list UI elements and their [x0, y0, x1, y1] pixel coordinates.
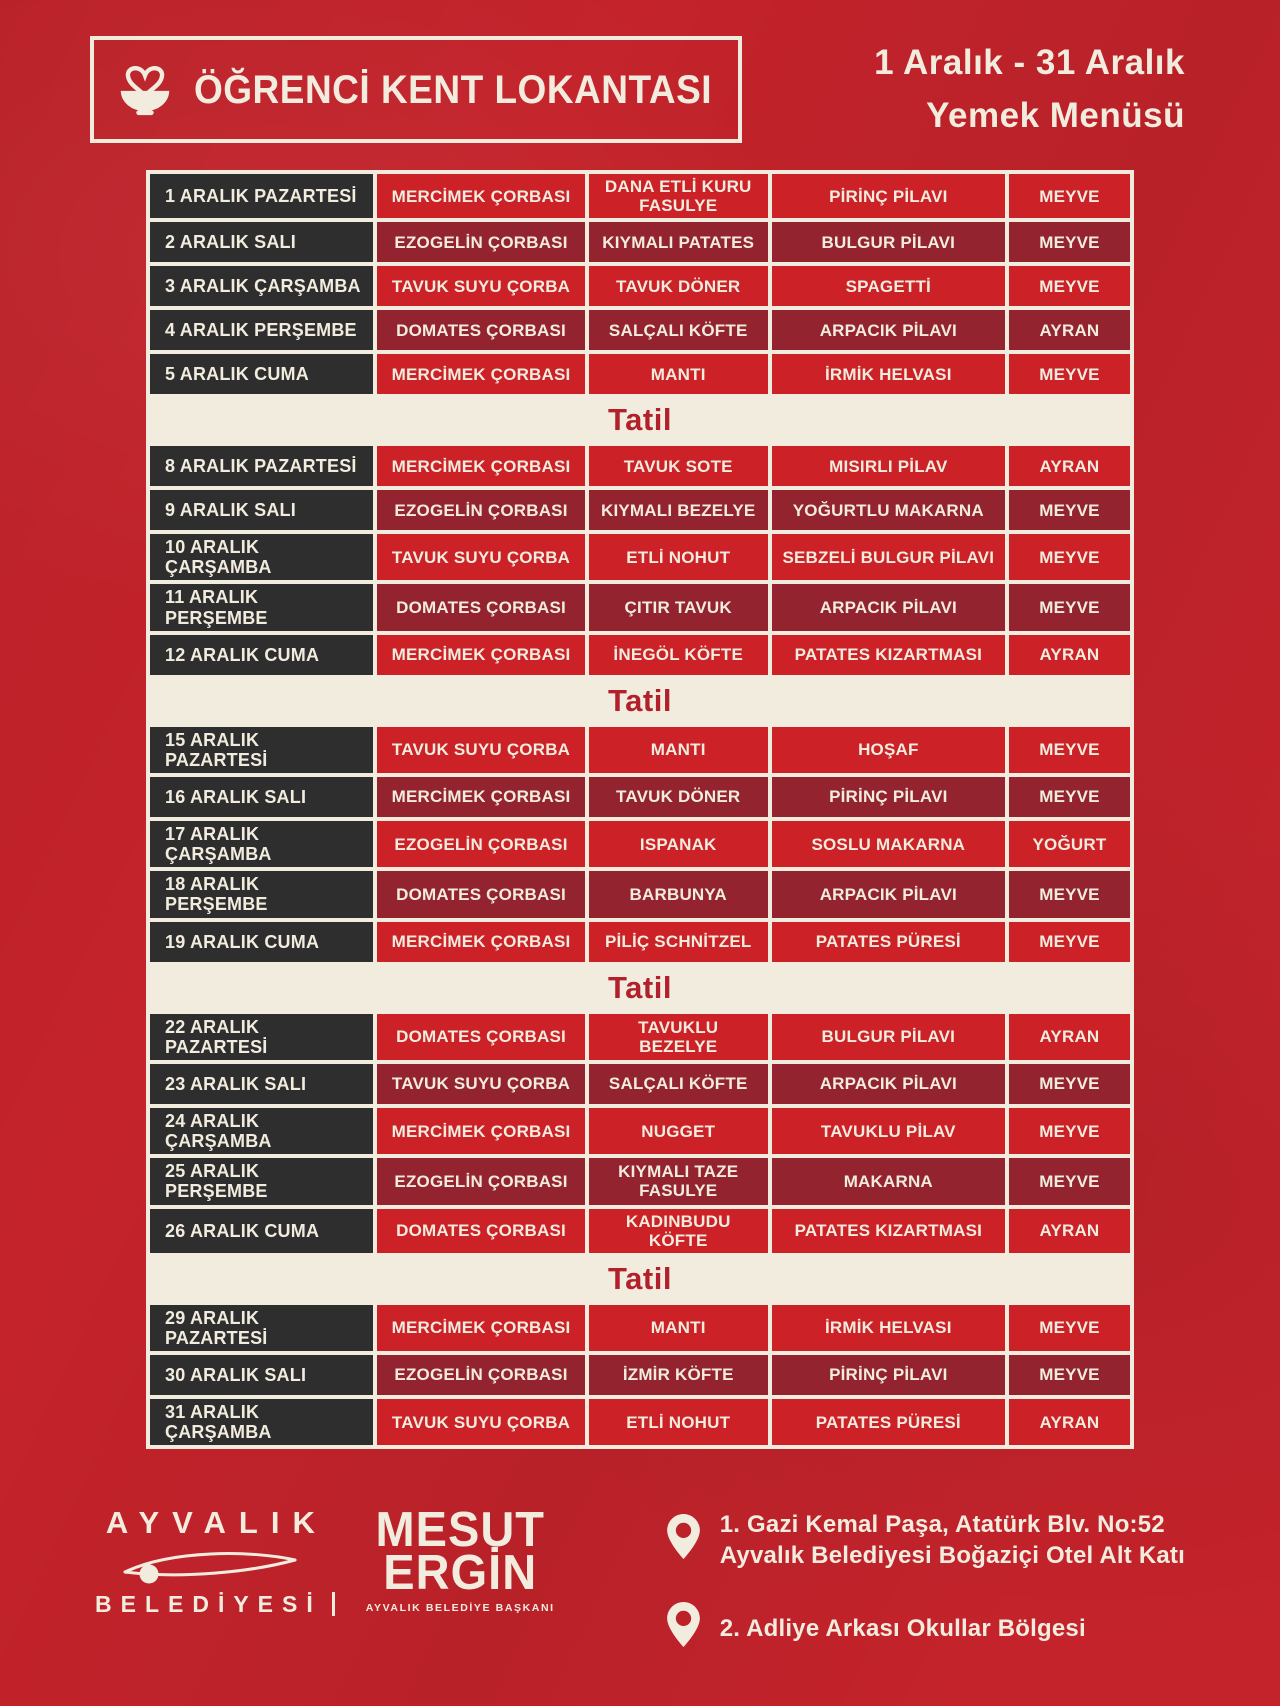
main-dish-cell: KIYMALI BEZELYE [589, 490, 768, 530]
menu-row [150, 777, 1130, 817]
address-line: 1. Gazi Kemal Paşa, Atatürk Blv. No:52 [719, 1511, 1165, 1539]
drink-cell: MEYVE [1009, 266, 1130, 306]
drink-cell: MEYVE [1009, 871, 1130, 917]
menu-row [150, 1108, 1130, 1154]
side-dish-cell: İRMİK HELVASI [772, 354, 1005, 394]
soup-cell: MERCİMEK ÇORBASI [377, 922, 584, 962]
soup-cell: MERCİMEK ÇORBASI [377, 1108, 584, 1154]
soup-cell: DOMATES ÇORBASI [377, 1014, 584, 1060]
drink-cell: MEYVE [1009, 777, 1130, 817]
drink-cell: MEYVE [1009, 584, 1130, 630]
menu-row [150, 1064, 1130, 1104]
menu-row [150, 446, 1130, 486]
municipality-subname: BELEDİYESİ [95, 1591, 335, 1618]
date-cell: 31 ARALIK ÇARŞAMBA [150, 1399, 373, 1445]
menu-row [150, 1399, 1130, 1445]
menu-row [150, 1014, 1130, 1060]
municipality-name: AYVALIK [105, 1505, 328, 1541]
main-dish-cell: TAVUKLU BEZELYE [589, 1014, 768, 1060]
holiday-row: Tatil [150, 1257, 1130, 1301]
address-list [667, 1505, 1185, 1655]
main-dish-cell: ISPANAK [589, 821, 768, 867]
location-pin-icon [667, 1602, 700, 1655]
menu-row [150, 1355, 1130, 1395]
date-cell: 24 ARALIK ÇARŞAMBA [150, 1108, 373, 1154]
header [0, 0, 1280, 143]
drink-cell: MEYVE [1009, 1305, 1130, 1351]
menu-row [150, 1158, 1130, 1204]
restaurant-logo [90, 36, 742, 143]
drink-cell: MEYVE [1009, 1064, 1130, 1104]
main-dish-cell: İZMİR KÖFTE [589, 1355, 768, 1395]
main-dish-cell: ETLİ NOHUT [589, 1399, 768, 1445]
side-dish-cell: ARPACIK PİLAVI [772, 871, 1005, 917]
holiday-row: Tatil [150, 679, 1130, 723]
drink-cell: MEYVE [1009, 490, 1130, 530]
date-cell: 18 ARALIK PERŞEMBE [150, 871, 373, 917]
side-dish-cell: SEBZELİ BULGUR PİLAVI [772, 534, 1005, 580]
drink-cell: MEYVE [1009, 1158, 1130, 1204]
date-cell: 5 ARALIK CUMA [150, 354, 373, 394]
soup-cell: DOMATES ÇORBASI [377, 871, 584, 917]
address-text [720, 1613, 1086, 1644]
menu-row [150, 222, 1130, 262]
date-cell: 25 ARALIK PERŞEMBE [150, 1158, 373, 1204]
side-dish-cell: BULGUR PİLAVI [772, 222, 1005, 262]
side-dish-cell: PATATES PÜRESİ [772, 1399, 1005, 1445]
main-dish-cell: MANTI [589, 354, 768, 394]
main-dish-cell: TAVUK SOTE [589, 446, 768, 486]
date-cell: 3 ARALIK ÇARŞAMBA [150, 266, 373, 306]
date-cell: 9 ARALIK SALI [150, 490, 373, 530]
mayor-title: AYVALIK BELEDİYE BAŞKANI [365, 1601, 555, 1614]
drink-cell: AYRAN [1009, 1399, 1130, 1445]
side-dish-cell: ARPACIK PİLAVI [772, 1064, 1005, 1104]
soup-cell: TAVUK SUYU ÇORBA [377, 1064, 584, 1104]
menu-row [150, 871, 1130, 917]
drink-cell: AYRAN [1009, 446, 1130, 486]
side-dish-cell: BULGUR PİLAVI [772, 1014, 1005, 1060]
drink-cell: MEYVE [1009, 1355, 1130, 1395]
main-dish-cell: ETLİ NOHUT [589, 534, 768, 580]
menu-row [150, 266, 1130, 306]
soup-cell: EZOGELİN ÇORBASI [377, 821, 584, 867]
soup-cell: MERCİMEK ÇORBASI [377, 1305, 584, 1351]
date-cell: 26 ARALIK CUMA [150, 1209, 373, 1253]
soup-cell: TAVUK SUYU ÇORBA [377, 1399, 584, 1445]
address-item [667, 1509, 1185, 1571]
menu-row [150, 174, 1130, 218]
menu-subtitle: Yemek Menüsü [926, 95, 1185, 135]
drink-cell: MEYVE [1009, 174, 1130, 218]
side-dish-cell: PATATES KIZARTMASI [772, 1209, 1005, 1253]
soup-cell: MERCİMEK ÇORBASI [377, 354, 584, 394]
soup-cell: TAVUK SUYU ÇORBA [377, 266, 584, 306]
footer-logos [95, 1500, 555, 1618]
holiday-row: Tatil [150, 398, 1130, 442]
date-cell: 1 ARALIK PAZARTESİ [150, 174, 373, 218]
soup-cell: MERCİMEK ÇORBASI [377, 446, 584, 486]
drink-cell: MEYVE [1009, 922, 1130, 962]
soup-cell: EZOGELİN ÇORBASI [377, 1355, 584, 1395]
soup-cell: MERCİMEK ÇORBASI [377, 174, 584, 218]
side-dish-cell: MAKARNA [772, 1158, 1005, 1204]
menu-date-range: 1 Aralık - 31 Aralık [874, 43, 1185, 82]
drink-cell: MEYVE [1009, 354, 1130, 394]
soup-cell: TAVUK SUYU ÇORBA [377, 727, 584, 773]
drink-cell: AYRAN [1009, 635, 1130, 675]
municipality-logo [95, 1505, 326, 1618]
main-dish-cell: SALÇALI KÖFTE [589, 1064, 768, 1104]
main-dish-cell: TAVUK DÖNER [589, 266, 768, 306]
footer [0, 1449, 1280, 1655]
main-dish-cell: MANTI [589, 727, 768, 773]
menu-row [150, 584, 1130, 630]
address-line: Ayvalık Belediyesi Boğaziçi Otel Alt Katı [719, 1542, 1185, 1570]
side-dish-cell: PİRİNÇ PİLAVI [772, 1355, 1005, 1395]
mayor-last-name: ERGİN [383, 1544, 538, 1600]
menu-row [150, 534, 1130, 580]
drink-cell: MEYVE [1009, 727, 1130, 773]
mayor-first-name: MESUT [375, 1500, 545, 1557]
date-cell: 4 ARALIK PERŞEMBE [150, 310, 373, 350]
menu-row [150, 922, 1130, 962]
brand-name: ÖĞRENCİ KENT LOKANTASI [194, 66, 713, 112]
soup-cell: EZOGELİN ÇORBASI [377, 1158, 584, 1204]
date-cell: 15 ARALIK PAZARTESİ [150, 727, 373, 773]
date-cell: 19 ARALIK CUMA [150, 922, 373, 962]
side-dish-cell: PİRİNÇ PİLAVI [772, 777, 1005, 817]
menu-row [150, 490, 1130, 530]
main-dish-cell: MANTI [589, 1305, 768, 1351]
main-dish-cell: DANA ETLİ KURU FASULYE [589, 174, 768, 218]
main-dish-cell: İNEGÖL KÖFTE [589, 635, 768, 675]
soup-cell: MERCİMEK ÇORBASI [377, 635, 584, 675]
date-cell: 23 ARALIK SALI [150, 1064, 373, 1104]
soup-cell: DOMATES ÇORBASI [377, 1209, 584, 1253]
address-line: 2. Adliye Arkası Okullar Bölgesi [719, 1614, 1086, 1642]
menu-title [874, 37, 1185, 142]
side-dish-cell: SOSLU MAKARNA [772, 821, 1005, 867]
soup-cell: DOMATES ÇORBASI [377, 584, 584, 630]
side-dish-cell: ARPACIK PİLAVI [772, 310, 1005, 350]
side-dish-cell: MISIRLI PİLAV [772, 446, 1005, 486]
soup-cell: MERCİMEK ÇORBASI [377, 777, 584, 817]
menu-row [150, 635, 1130, 675]
drink-cell: AYRAN [1009, 1014, 1130, 1060]
swoosh-icon [95, 1543, 326, 1589]
main-dish-cell: KADINBUDU KÖFTE [589, 1209, 768, 1253]
soup-cell: DOMATES ÇORBASI [377, 310, 584, 350]
date-cell: 22 ARALIK PAZARTESİ [150, 1014, 373, 1060]
soup-cell: TAVUK SUYU ÇORBA [377, 534, 584, 580]
side-dish-cell: ARPACIK PİLAVI [772, 584, 1005, 630]
main-dish-cell: TAVUK DÖNER [589, 777, 768, 817]
menu-row [150, 354, 1130, 394]
side-dish-cell: PİRİNÇ PİLAVI [772, 174, 1005, 218]
date-cell: 16 ARALIK SALI [150, 777, 373, 817]
date-cell: 17 ARALIK ÇARŞAMBA [150, 821, 373, 867]
drink-cell: MEYVE [1009, 222, 1130, 262]
side-dish-cell: PATATES PÜRESİ [772, 922, 1005, 962]
soup-cell: EZOGELİN ÇORBASI [377, 222, 584, 262]
main-dish-cell: NUGGET [589, 1108, 768, 1154]
side-dish-cell: HOŞAF [772, 727, 1005, 773]
menu-table [146, 170, 1134, 1449]
drink-cell: YOĞURT [1009, 821, 1130, 867]
holiday-row: Tatil [150, 966, 1130, 1010]
main-dish-cell: PİLİÇ SCHNİTZEL [589, 922, 768, 962]
soup-cell: EZOGELİN ÇORBASI [377, 490, 584, 530]
date-cell: 11 ARALIK PERŞEMBE [150, 584, 373, 630]
side-dish-cell: SPAGETTİ [772, 266, 1005, 306]
main-dish-cell: KIYMALI PATATES [589, 222, 768, 262]
drink-cell: AYRAN [1009, 1209, 1130, 1253]
address-item [667, 1602, 1185, 1655]
date-cell: 2 ARALIK SALI [150, 222, 373, 262]
address-text [720, 1509, 1185, 1571]
side-dish-cell: İRMİK HELVASI [772, 1305, 1005, 1351]
main-dish-cell: SALÇALI KÖFTE [589, 310, 768, 350]
main-dish-cell: KIYMALI TAZE FASULYE [589, 1158, 768, 1204]
drink-cell: MEYVE [1009, 534, 1130, 580]
menu-row [150, 821, 1130, 867]
drink-cell: MEYVE [1009, 1108, 1130, 1154]
date-cell: 10 ARALIK ÇARŞAMBA [150, 534, 373, 580]
mayor-logo [365, 1500, 555, 1614]
date-cell: 8 ARALIK PAZARTESİ [150, 446, 373, 486]
date-cell: 12 ARALIK CUMA [150, 635, 373, 675]
date-cell: 30 ARALIK SALI [150, 1355, 373, 1395]
menu-row [150, 1209, 1130, 1253]
location-pin-icon [667, 1514, 700, 1567]
menu-row [150, 310, 1130, 350]
heart-bowl-icon [114, 56, 176, 123]
menu-row [150, 727, 1130, 773]
date-cell: 29 ARALIK PAZARTESİ [150, 1305, 373, 1351]
side-dish-cell: PATATES KIZARTMASI [772, 635, 1005, 675]
menu-row [150, 1305, 1130, 1351]
drink-cell: AYRAN [1009, 310, 1130, 350]
main-dish-cell: ÇITIR TAVUK [589, 584, 768, 630]
side-dish-cell: YOĞURTLU MAKARNA [772, 490, 1005, 530]
side-dish-cell: TAVUKLU PİLAV [772, 1108, 1005, 1154]
main-dish-cell: BARBUNYA [589, 871, 768, 917]
